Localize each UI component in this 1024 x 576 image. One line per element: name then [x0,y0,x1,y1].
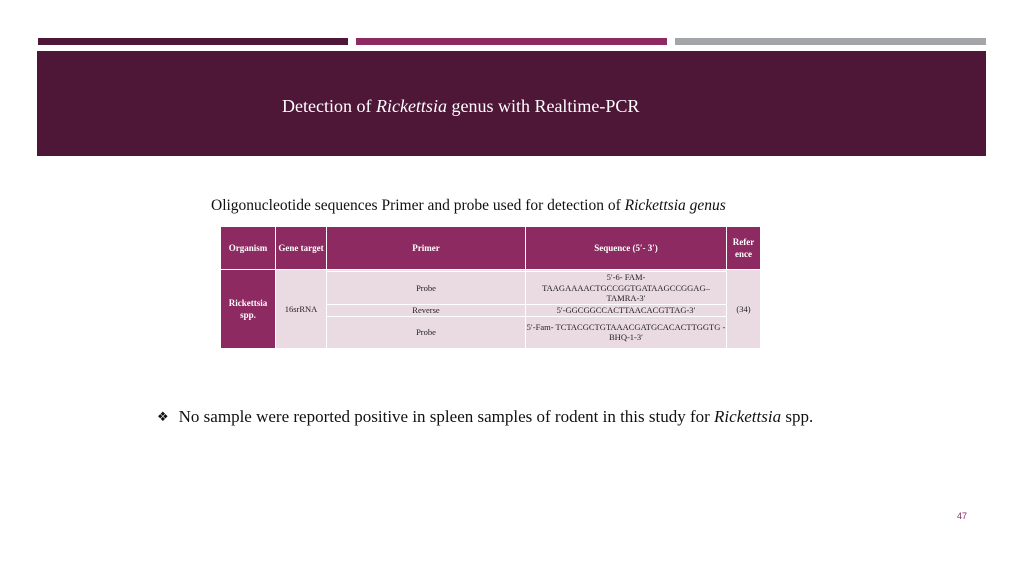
page-number: 47 [957,511,968,521]
slide-title-italic: Rickettsia [375,96,447,116]
cell-organism: Rickettsia spp. [221,270,276,349]
table-caption [211,197,726,215]
table-header-row [221,227,761,270]
title-banner [37,51,986,156]
bullet-italic: Rickettsia [714,407,782,426]
slide-title-prefix: Detection of [282,96,376,116]
header-gene-target: Gene target [276,227,327,270]
cell-gene-target: 16srRNA [276,270,327,349]
header-sequence: Sequence (5′- 3′) [526,227,727,270]
cell-sequence: 5′-6- FAM- TAAGAAAACTGCCGGTGATAAGCCGGAG– TAMRA-3′ [526,272,727,305]
bullet-text: No sample were reported positive in spleen samples of rodent in this study for [178,407,715,426]
cell-primer: Probe [327,316,526,348]
conclusion-bullet [157,407,813,427]
caption-text: Oligonucleotide sequences Primer and probe used for detection of [211,197,625,214]
header-reference: Refer ence [727,227,761,270]
accent-bar-dark [38,38,348,45]
cell-sequence: 5′-GGCGGCCACTTAACACGTTAG-3′ [526,304,727,316]
diamond-bullet-icon: ❖ [157,410,169,425]
header-organism: Organism [221,227,276,270]
caption-italic: Rickettsia genus [624,197,726,214]
cell-primer: Reverse [327,304,526,316]
bullet-suffix: spp. [781,407,814,426]
header-primer: Primer [327,227,526,270]
slide-title [282,96,639,117]
primer-table [220,226,761,349]
cell-reference: (34) [727,270,761,349]
accent-bar-magenta [356,38,667,45]
cell-sequence: 5′-Fam- TCTACGCTGTAAACGATGCACACTTGGTG -BHQ-1-3′ [526,316,727,348]
slide-title-suffix: genus with Realtime-PCR [446,96,640,116]
cell-primer: Probe [327,272,526,305]
accent-bar-gray [675,38,986,45]
